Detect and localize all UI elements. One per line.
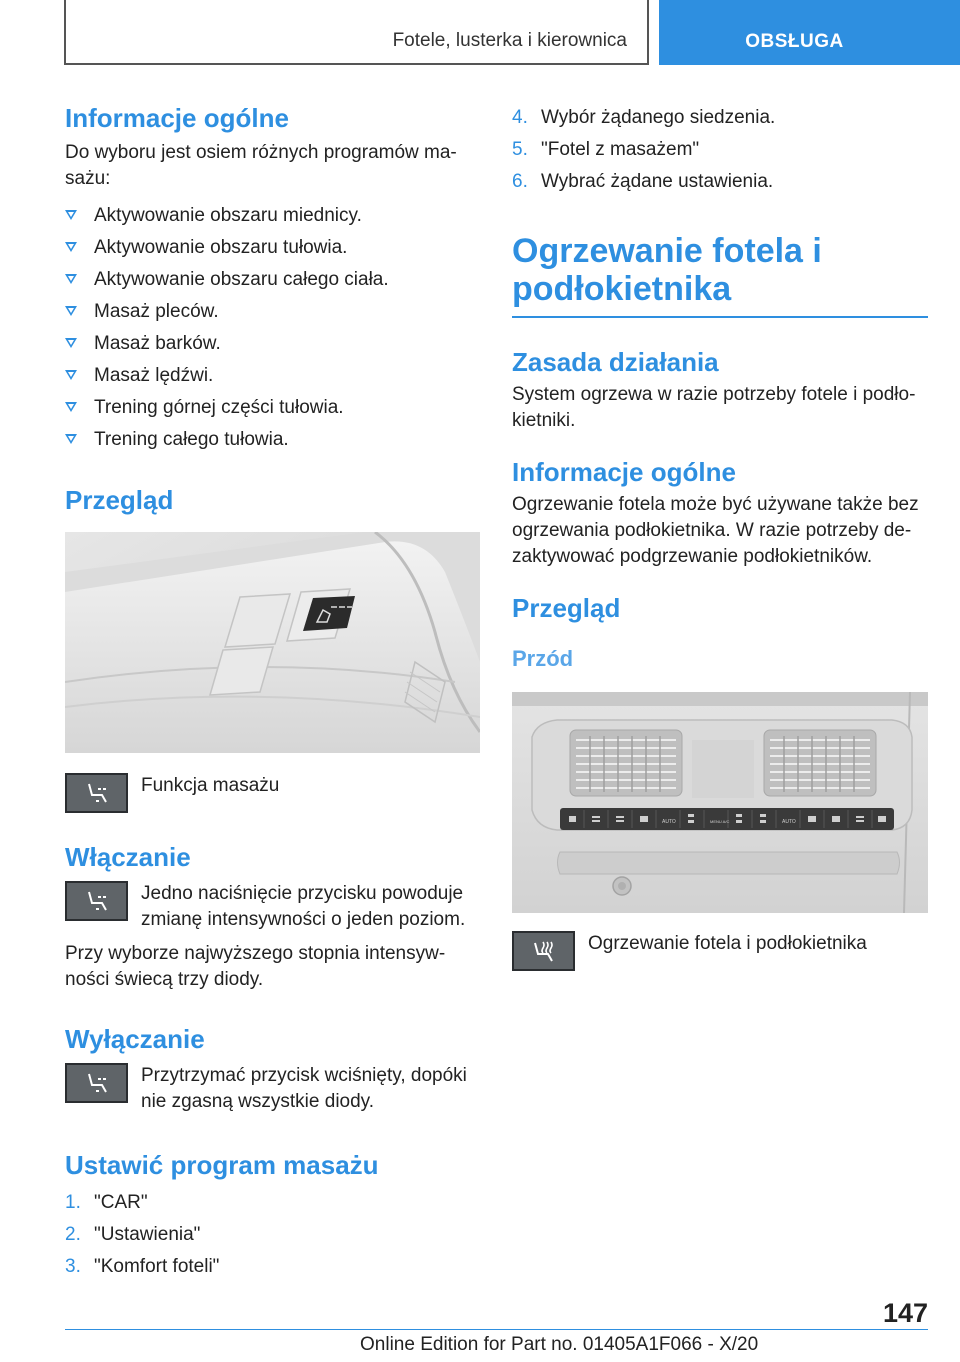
left-column [65,100,480,1283]
page-number: 147 [882,1298,928,1328]
off-instruction-text: Przytrzymać przycisk wciśnięty, dopóki nie zgasną wszystkie diody. [141,1065,467,1112]
seat-heating-icon [512,931,575,971]
heading-rule [512,316,928,318]
panel-label-auto-right: AUTO [782,819,796,825]
triangle-bullet-icon [65,370,77,380]
list-item: Aktywowanie obszaru całego ciała. [65,264,480,296]
list-item: 1. "CAR" [65,1192,148,1213]
header-box [64,0,649,65]
on-instruction-row [65,881,480,933]
seat-massage-icon [65,773,128,813]
general-heading: Informacje ogólne [65,103,289,133]
principle-heading: Zasada działania [512,347,719,377]
triangle-bullet-icon [65,434,77,444]
on-paragraph: Przy wyborze najwyższego stopnia intensyw‐ności świecą trzy diody. [65,943,446,990]
general-heading-right: Informacje ogólne [512,457,736,487]
section-title: Fotele, lusterka i kierownica [392,30,627,51]
seat-massage-icon [65,881,128,921]
overview-heading: Przegląd [65,485,174,515]
list-item: Aktywowanie obszaru miednicy. [65,200,480,232]
list-item: Aktywowanie obszaru tułowia. [65,232,480,264]
massage-caption: Funkcja masażu [141,775,280,796]
seat-massage-button-photo [65,532,480,753]
list-item: Masaż pleców. [65,296,480,328]
list-item: Masaż barków. [65,328,480,360]
steps-list-left [65,1187,480,1283]
footer-rule [65,1329,928,1330]
list-item: Trening całego tułowia. [65,424,480,456]
triangle-bullet-icon [65,210,77,220]
on-heading: Włączanie [65,842,191,872]
on-instruction-text: Jedno naciśnięcie przycisku powoduje zmianę intensywności o jeden poziom. [141,883,466,930]
overview-heading-right: Przegląd [512,593,621,623]
general-intro: Do wyboru jest osiem różnych programów ma‐sażu: [65,142,457,189]
panel-label-auto-left: AUTO [662,819,676,825]
seat-massage-icon [65,1063,128,1103]
heating-caption-row [512,931,928,973]
set-program-heading: Ustawić program masażu [65,1150,379,1180]
program-list [65,200,480,456]
principle-text: System ogrzewa w razie potrzeby fotele i podło‐kietniki. [512,384,916,431]
front-heading: Przód [512,646,574,671]
heating-caption: Ogrzewanie fotela i podłokietnika [588,933,867,954]
triangle-bullet-icon [65,242,77,252]
right-column [512,100,928,973]
steps-list-right [512,102,928,198]
list-item: 6. Wybrać żądane ustawienia. [512,171,774,192]
list-item: Trening górnej części tułowia. [65,392,480,424]
chapter-tab-label: OBSŁUGA [745,31,844,52]
triangle-bullet-icon [65,402,77,412]
list-item: Masaż lędźwi. [65,360,480,392]
list-item: 3. "Komfort foteli" [65,1256,220,1277]
list-item: 4. Wybór żądanego siedzenia. [512,107,776,128]
triangle-bullet-icon [65,306,77,316]
main-heading: Ogrzewanie fotela i podłokietnika [512,232,822,308]
triangle-bullet-icon [65,274,77,284]
chapter-tab[interactable] [659,0,960,65]
general-text-right: Ogrzewanie fotela może być używane także bez ogrzewania podłokietnika. W razie potrzeby de‐zaktywować podgrzewanie podłokietników. [512,494,919,567]
off-instruction-row [65,1063,480,1115]
list-item: 2. "Ustawienia" [65,1224,201,1245]
massage-caption-row [65,773,480,815]
triangle-bullet-icon [65,338,77,348]
footer-edition-link[interactable]: Online Edition for Part no. 01405A1F066 - X/20 [360,1334,759,1355]
center-console-photo [512,692,928,913]
list-item: 5. "Fotel z masażem" [512,139,700,160]
off-heading: Wyłączanie [65,1024,205,1054]
panel-label-menu-ac: MENU A/C [710,819,730,824]
